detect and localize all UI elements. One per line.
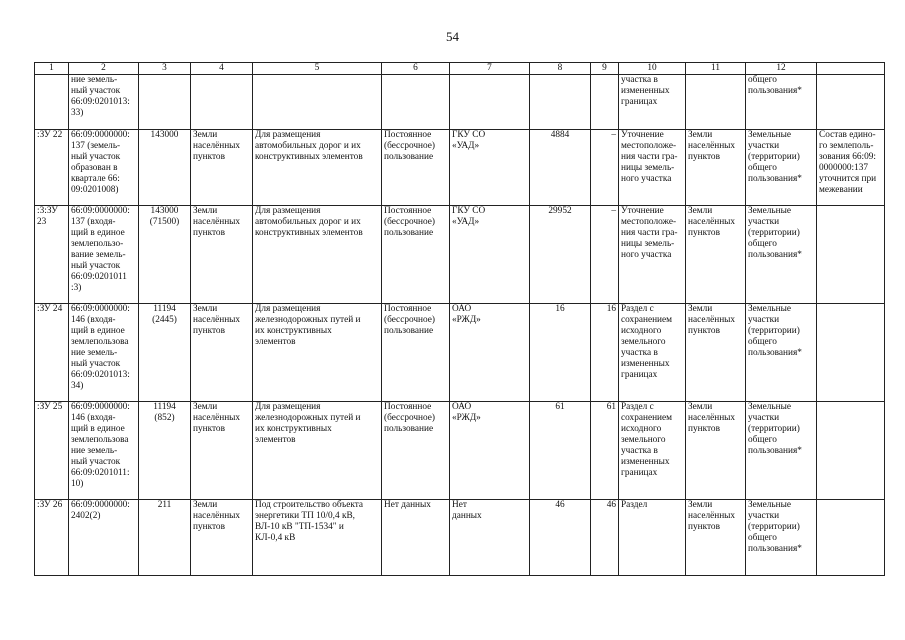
new-category-cell: [686, 75, 746, 130]
area-cell: 143000: [139, 130, 191, 206]
right-type-cell: Постоянное (бессрочное) пользование: [382, 206, 450, 304]
column-header: 5: [253, 63, 382, 75]
new-use-cell: Земельные участки (территории) общего пользования*: [746, 206, 817, 304]
column-header: 9: [591, 63, 619, 75]
area-cell: 11194 (2445): [139, 304, 191, 402]
column-header: 2: [69, 63, 139, 75]
formation-method-cell: Раздел с сохранением исходного земельного участка в измененных границах: [619, 304, 686, 402]
new-category-cell: Земли населённых пунктов: [686, 500, 746, 576]
area-cell: 11194 (852): [139, 402, 191, 500]
table-row: [35, 402, 885, 500]
new-use-cell: Земельные участки (территории) общего пользования*: [746, 500, 817, 576]
formation-method-cell: Раздел с сохранением исходного земельного участка в измененных границах: [619, 402, 686, 500]
formed-area-cell: 61: [530, 402, 591, 500]
table-row: [35, 304, 885, 402]
cadastral-number-cell: 66:09:0000000: 146 (входя- щий в единое землепользова ние земель- ный участок 66:09:0201013: 34): [69, 304, 139, 402]
cadastral-number-cell: 66:09:0000000: 137 (входя- щий в единое землепользо- вание земель- ный участок 66:09:0201011 :3): [69, 206, 139, 304]
remaining-area-cell: –: [591, 130, 619, 206]
permitted-use-cell: Для размещения железнодорожных путей и их конструктивных элементов: [253, 304, 382, 402]
permitted-use-cell: Для размещения автомобильных дорог и их конструктивных элементов: [253, 130, 382, 206]
formed-area-cell: 16: [530, 304, 591, 402]
note-cell: [817, 402, 885, 500]
formed-area-cell: 29952: [530, 206, 591, 304]
note-cell: [817, 304, 885, 402]
right-type-cell: Нет данных: [382, 500, 450, 576]
note-cell: [817, 206, 885, 304]
remaining-area-cell: –: [591, 206, 619, 304]
formation-method-cell: Уточнение местоположе- ния части гра- ницы земель- ного участка: [619, 206, 686, 304]
rightholder-cell: [450, 75, 530, 130]
new-category-cell: Земли населённых пунктов: [686, 206, 746, 304]
note-cell: [817, 75, 885, 130]
area-cell: 211: [139, 500, 191, 576]
plot-id-cell: :ЗУ 25: [35, 402, 69, 500]
column-header: 7: [450, 63, 530, 75]
rightholder-cell: ГКУ СО «УАД»: [450, 130, 530, 206]
remaining-area-cell: 16: [591, 304, 619, 402]
formation-method-cell: Раздел: [619, 500, 686, 576]
column-header: 11: [686, 63, 746, 75]
permitted-use-cell: Для размещения железнодорожных путей и их конструктивных элементов: [253, 402, 382, 500]
permitted-use-cell: [253, 75, 382, 130]
column-header: 1: [35, 63, 69, 75]
land-category-cell: Земли населённых пунктов: [191, 402, 253, 500]
right-type-cell: Постоянное (бессрочное) пользование: [382, 402, 450, 500]
formed-area-cell: [530, 75, 591, 130]
column-header: 12: [746, 63, 817, 75]
plot-id-cell: :3:ЗУ 23: [35, 206, 69, 304]
right-type-cell: Постоянное (бессрочное) пользование: [382, 130, 450, 206]
note-cell: Состав едино- го землеполь- зования 66:09: 0000000:137 уточнится при межевании: [817, 130, 885, 206]
remaining-area-cell: 61: [591, 402, 619, 500]
formation-method-cell: участка в измененных границах: [619, 75, 686, 130]
rightholder-cell: Нет данных: [450, 500, 530, 576]
right-type-cell: Постоянное (бессрочное) пользование: [382, 304, 450, 402]
note-cell: [817, 500, 885, 576]
land-category-cell: Земли населённых пунктов: [191, 130, 253, 206]
rightholder-cell: ГКУ СО «УАД»: [450, 206, 530, 304]
table-row: [35, 206, 885, 304]
permitted-use-cell: Для размещения автомобильных дорог и их конструктивных элементов: [253, 206, 382, 304]
land-plots-table: [34, 62, 885, 576]
column-header: [817, 63, 885, 75]
column-header: 4: [191, 63, 253, 75]
table-row: [35, 75, 885, 130]
column-header: 3: [139, 63, 191, 75]
new-category-cell: Земли населённых пунктов: [686, 304, 746, 402]
new-category-cell: Земли населённых пунктов: [686, 402, 746, 500]
new-use-cell: Земельные участки (территории) общего пользования*: [746, 304, 817, 402]
cadastral-number-cell: 66:09:0000000: 146 (входя- щий в единое землепользова ние земель- ный участок 66:09:0201011: 10): [69, 402, 139, 500]
formed-area-cell: 4884: [530, 130, 591, 206]
column-header: 8: [530, 63, 591, 75]
area-cell: [139, 75, 191, 130]
permitted-use-cell: Под строительство объекта энергетики ТП 10/0,4 кВ, ВЛ-10 кВ "ТП-1534" и КЛ-0,4 кВ: [253, 500, 382, 576]
rightholder-cell: ОАО «РЖД»: [450, 304, 530, 402]
formed-area-cell: 46: [530, 500, 591, 576]
table-row: [35, 500, 885, 576]
land-category-cell: Земли населённых пунктов: [191, 500, 253, 576]
remaining-area-cell: 46: [591, 500, 619, 576]
plot-id-cell: :ЗУ 26: [35, 500, 69, 576]
cadastral-number-cell: 66:09:0000000: 137 (земель- ный участок образован в квартале 66: 09:0201008): [69, 130, 139, 206]
formation-method-cell: Уточнение местоположе- ния части гра- ницы земель- ного участка: [619, 130, 686, 206]
table-header-row: [35, 63, 885, 75]
area-cell: 143000 (71500): [139, 206, 191, 304]
land-category-cell: [191, 75, 253, 130]
cadastral-number-cell: ние земель- ный участок 66:09:0201013: 33): [69, 75, 139, 130]
table-row: [35, 130, 885, 206]
new-use-cell: Земельные участки (территории) общего пользования*: [746, 402, 817, 500]
plot-id-cell: :ЗУ 24: [35, 304, 69, 402]
plot-id-cell: :ЗУ 22: [35, 130, 69, 206]
cadastral-number-cell: 66:09:0000000: 2402(2): [69, 500, 139, 576]
column-header: 6: [382, 63, 450, 75]
plot-id-cell: [35, 75, 69, 130]
remaining-area-cell: [591, 75, 619, 130]
rightholder-cell: ОАО «РЖД»: [450, 402, 530, 500]
land-category-cell: Земли населённых пунктов: [191, 304, 253, 402]
new-use-cell: общего пользования*: [746, 75, 817, 130]
column-header: 10: [619, 63, 686, 75]
right-type-cell: [382, 75, 450, 130]
new-category-cell: Земли населённых пунктов: [686, 130, 746, 206]
page-number: 54: [446, 29, 459, 44]
land-category-cell: Земли населённых пунктов: [191, 206, 253, 304]
new-use-cell: Земельные участки (территории) общего пользования*: [746, 130, 817, 206]
